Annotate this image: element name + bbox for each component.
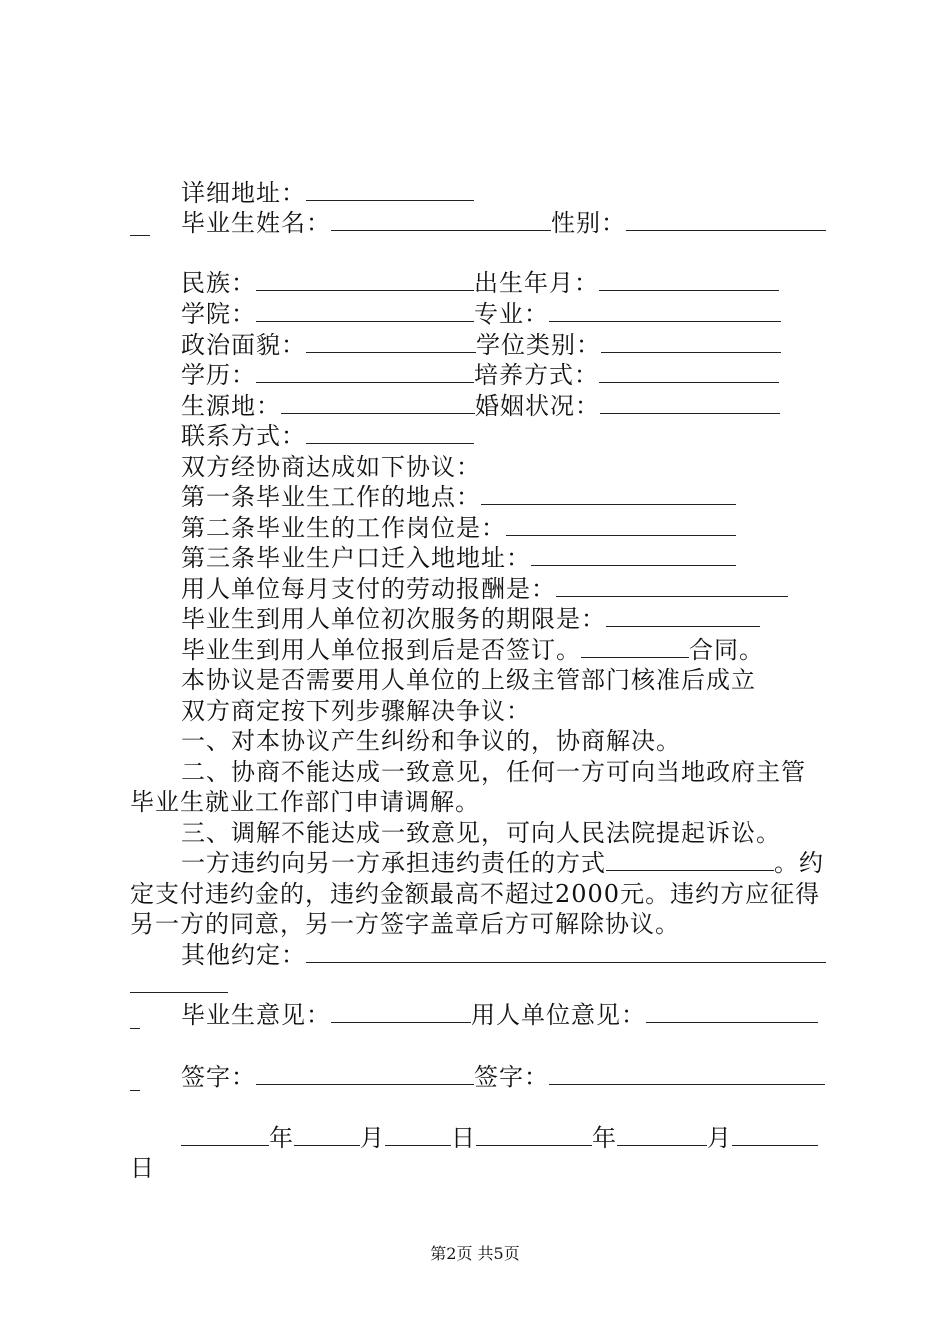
step-2-text: 二、协商不能达成一致意见，任何一方可向当地政府主管 [181, 758, 806, 786]
article-1-line [130, 482, 835, 512]
ethnicity-label: 民族： [181, 269, 256, 297]
breach-line-2 [130, 879, 835, 909]
job-position-field[interactable] [506, 513, 736, 536]
contact-line [130, 421, 835, 451]
breach-text-3: 另一方的同意，另一方签字盖章后方可解除协议。 [130, 910, 680, 938]
step-2-cont-text: 毕业生就业工作部门申请调解。 [130, 788, 480, 816]
education-field[interactable] [256, 360, 474, 383]
grad-name-label: 毕业生姓名： [181, 209, 331, 237]
address-label: 详细地址： [181, 179, 306, 207]
gender-field-wrap [130, 234, 150, 236]
step-1-text: 一、对本协议产生纠纷和争议的，协商解决。 [181, 727, 681, 755]
contract-line [130, 635, 835, 665]
training-label: 培养方式： [474, 361, 599, 389]
step-2 [130, 757, 835, 787]
college-major-line [130, 299, 835, 329]
other-field[interactable] [306, 940, 826, 963]
marital-label: 婚姻状况： [475, 392, 600, 420]
step-3-text: 三、调解不能达成一致意见，可向人民法院提起诉讼。 [181, 819, 781, 847]
political-degree-line [130, 330, 835, 360]
contract-suffix: 合同。 [689, 636, 764, 664]
day-1-label: 日 [451, 1124, 476, 1152]
contact-field[interactable] [306, 421, 474, 444]
gender-label: 性别： [551, 209, 626, 237]
birth-label: 出生年月： [474, 269, 599, 297]
article-2-label: 第二条毕业生的工作岗位是： [181, 514, 506, 542]
term-line [130, 604, 835, 634]
day-2-label: 日 [130, 1154, 155, 1182]
other-line [130, 940, 835, 970]
sign-1-label: 签字： [181, 1063, 256, 1091]
work-location-field[interactable] [481, 482, 736, 505]
employer-opinion-cont [130, 1027, 140, 1029]
month-1-label: 月 [360, 1124, 385, 1152]
date-line [130, 1123, 835, 1153]
page-number: 第2页 共5页 [430, 1244, 520, 1263]
article-1-label: 第一条毕业生工作的地点： [181, 483, 481, 511]
other-field-cont [130, 991, 228, 993]
contract-field[interactable] [581, 635, 689, 658]
step-2-cont [130, 787, 835, 817]
origin-label: 生源地： [181, 392, 281, 420]
article-2-line [130, 513, 835, 543]
major-field[interactable] [549, 299, 781, 322]
grad-opinion-field[interactable] [331, 1000, 471, 1023]
year-1-label: 年 [269, 1124, 294, 1152]
pay-line [130, 574, 835, 604]
pay-field[interactable] [556, 574, 788, 597]
approval-text: 本协议是否需要用人单位的上级主管部门核准后成立 [181, 666, 756, 694]
term-field[interactable] [606, 604, 760, 627]
ethnicity-field[interactable] [256, 268, 474, 291]
college-field[interactable] [256, 299, 474, 322]
grad-opinion-label: 毕业生意见： [181, 1001, 331, 1029]
month-2-field[interactable] [617, 1123, 707, 1146]
breach-label: 一方违约向另一方承担违约责任的方式 [181, 849, 606, 877]
degree-label: 学位类别： [476, 331, 601, 359]
article-3-line [130, 543, 835, 573]
month-2-label: 月 [707, 1124, 732, 1152]
college-label: 学院： [181, 300, 256, 328]
other-label: 其他约定： [181, 941, 306, 969]
employer-opinion-field[interactable] [646, 1000, 818, 1023]
address-line [130, 178, 835, 208]
dispute-intro [130, 696, 835, 726]
education-label: 学历： [181, 361, 256, 389]
training-field[interactable] [599, 360, 779, 383]
hukou-address-field[interactable] [531, 543, 736, 566]
contact-label: 联系方式： [181, 422, 306, 450]
year-2-field[interactable] [476, 1123, 592, 1146]
year-2-label: 年 [592, 1124, 617, 1152]
sign-2-field[interactable] [549, 1062, 825, 1085]
gender-field[interactable] [626, 208, 826, 231]
birth-field[interactable] [599, 268, 779, 291]
day-1-field[interactable] [385, 1123, 451, 1146]
breach-suffix: 。约 [774, 849, 824, 877]
origin-marital-line [130, 391, 835, 421]
article-3-label: 第三条毕业生户口迁入地地址： [181, 544, 531, 572]
approval-line [130, 665, 835, 695]
marital-field[interactable] [600, 391, 780, 414]
month-1-field[interactable] [294, 1123, 360, 1146]
political-label: 政治面貌： [181, 331, 306, 359]
step-3 [130, 818, 835, 848]
dispute-intro-text: 双方商定按下列步骤解决争议： [181, 697, 531, 725]
major-label: 专业： [474, 300, 549, 328]
address-field[interactable] [306, 178, 474, 201]
day-2-field[interactable] [732, 1123, 818, 1146]
grad-name-field[interactable] [331, 208, 551, 231]
sign-1-field[interactable] [256, 1062, 474, 1085]
opinion-line [130, 1000, 835, 1030]
pay-label: 用人单位每月支付的劳动报酬是： [181, 575, 556, 603]
employer-opinion-label: 用人单位意见： [471, 1001, 646, 1029]
year-1-field[interactable] [181, 1123, 269, 1146]
political-field[interactable] [306, 330, 476, 353]
agreement-intro [130, 452, 835, 482]
education-training-line [130, 360, 835, 390]
ethnicity-birth-line [130, 268, 835, 298]
sign-2-cont [130, 1089, 140, 1091]
agreement-intro-text: 双方经协商达成如下协议： [181, 453, 481, 481]
origin-field[interactable] [281, 391, 475, 414]
breach-line-3 [130, 909, 835, 939]
step-1 [130, 726, 835, 756]
date-line-cont [130, 1153, 835, 1183]
term-label: 毕业生到用人单位初次服务的期限是： [181, 605, 606, 633]
degree-field[interactable] [601, 330, 781, 353]
signature-line [130, 1062, 835, 1092]
contract-label: 毕业生到用人单位报到后是否签订。 [181, 636, 581, 664]
breach-method-field[interactable] [606, 848, 774, 871]
name-gender-line [130, 208, 835, 238]
sign-2-label: 签字： [474, 1063, 549, 1091]
breach-line-1 [130, 848, 835, 878]
breach-text-2: 定支付违约金的，违约金额最高不超过2000元。违约方应征得 [130, 880, 821, 908]
